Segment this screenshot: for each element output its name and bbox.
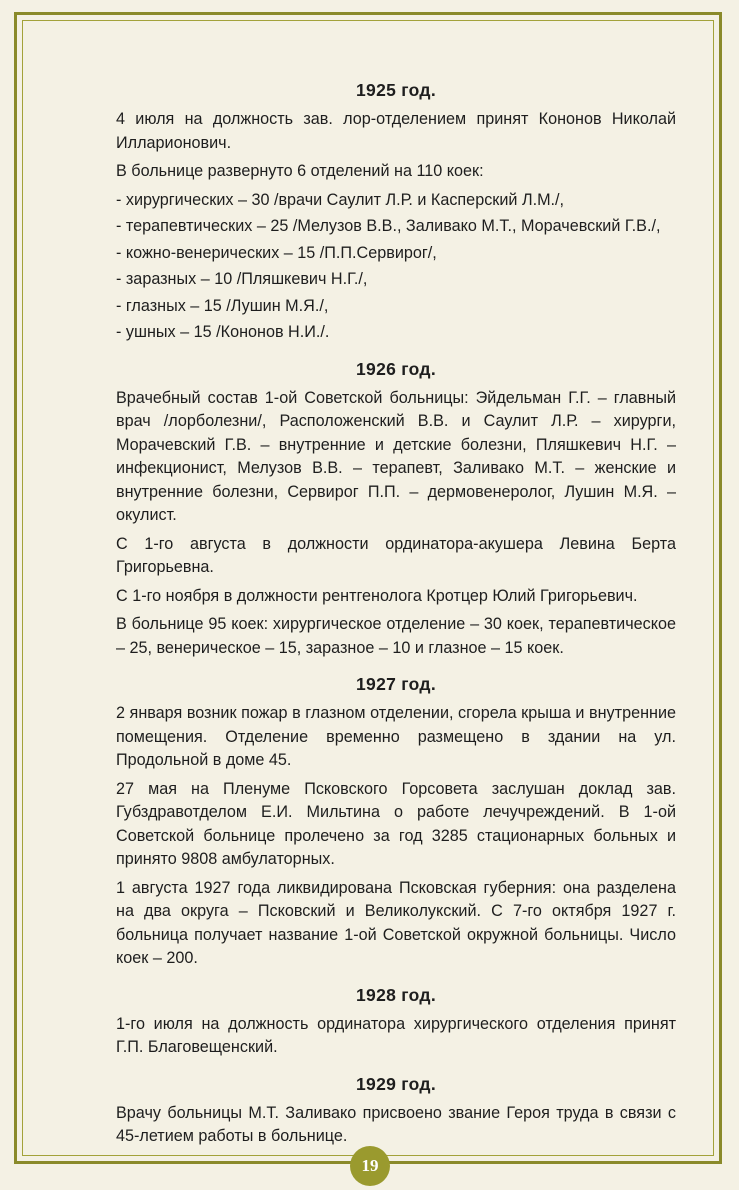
document-body <box>116 78 676 1154</box>
paragraph: С 1-го августа в должности ординатора-акушера Левина Берта Григорьевна. <box>116 534 676 576</box>
year-heading-1926: 1926 год. <box>356 358 436 379</box>
list-item: - ушных – 15 /Кононов Н.И./. <box>116 323 330 341</box>
paragraph: В больнице развернуто 6 отделений на 110 коек: <box>116 162 484 180</box>
year-heading-1929: 1929 год. <box>356 1073 436 1094</box>
paragraph: 1 августа 1927 года ликвидирована Псковская губерния: она разделена на два округа – Псковский и Великолукский. С 7-го октября 1927 г. больница получает название 1-ой Советской окружной больницы. Число коек – 200. <box>116 878 676 967</box>
year-heading-1927: 1927 год. <box>356 674 436 694</box>
paragraph: 4 июля на должность зав. лор-отделением принят Кононов Николай Илларионович. <box>116 110 676 152</box>
paragraph: В больнице 95 коек: хирургическое отделение – 30 коек, терапевтическое – 25, венерическое – 15, заразное – 10 и глазное – 15 коек. <box>116 615 676 657</box>
paragraph: 1-го июля на должность ординатора хирургического отделения принят Г.П. Благовещенский. <box>116 1014 676 1056</box>
paragraph: Врачу больницы М.Т. Заливако присвоено звание Героя труда в связи с 45-летием работы в больнице. <box>116 1103 676 1145</box>
year-heading-1925: 1925 год. <box>356 80 436 100</box>
paragraph: 27 мая на Пленуме Псковского Горсовета заслушан доклад зав. Губздравотделом Е.И. Мильтина о работе лечучреждений. В 1-ой Советской больнице пролечено за год 3285 стационарных больных и принято 9808 амбулаторных. <box>116 779 676 868</box>
paragraph: Врачебный состав 1-ой Советской больницы: Эйдельман Г.Г. – главный врач /лорболезни/, Расположенский В.В. и Саулит Л.Р. – хирурги, Морачевский Г.В. – внутренние и детские болезни, Пляшкевич Н.Г. – инфекционист, Мелузов В.В. – терапевт, Заливако М.Т. – женские и внутренние болезни, Сервирог П.П. – дермовенеролог, Лушин М.Я. – окулист. <box>116 388 676 524</box>
year-heading-1928: 1928 год. <box>356 984 436 1005</box>
list-item: - терапевтических – 25 /Мелузов В.В., Заливако М.Т., Морачевский Г.В./, <box>116 217 661 235</box>
list-item: - глазных – 15 /Лушин М.Я./, <box>116 296 329 315</box>
list-item: - хирургических – 30 /врачи Саулит Л.Р. и Касперский Л.М./, <box>116 190 565 209</box>
list-item: - кожно-венерических – 15 /П.П.Сервирог/, <box>116 243 437 262</box>
department-list <box>116 189 676 345</box>
paragraph: 2 января возник пожар в глазном отделении, сгорела крыша и внутренние помещения. Отделение временно размещено в здании на ул. Продольной в доме 45. <box>116 704 676 769</box>
page-number-badge: 19 <box>350 1146 390 1186</box>
list-item: - заразных – 10 /Пляшкевич Н.Г./, <box>116 270 368 288</box>
paragraph: С 1-го ноября в должности рентгенолога Кротцер Юлий Григорьевич. <box>116 586 638 605</box>
